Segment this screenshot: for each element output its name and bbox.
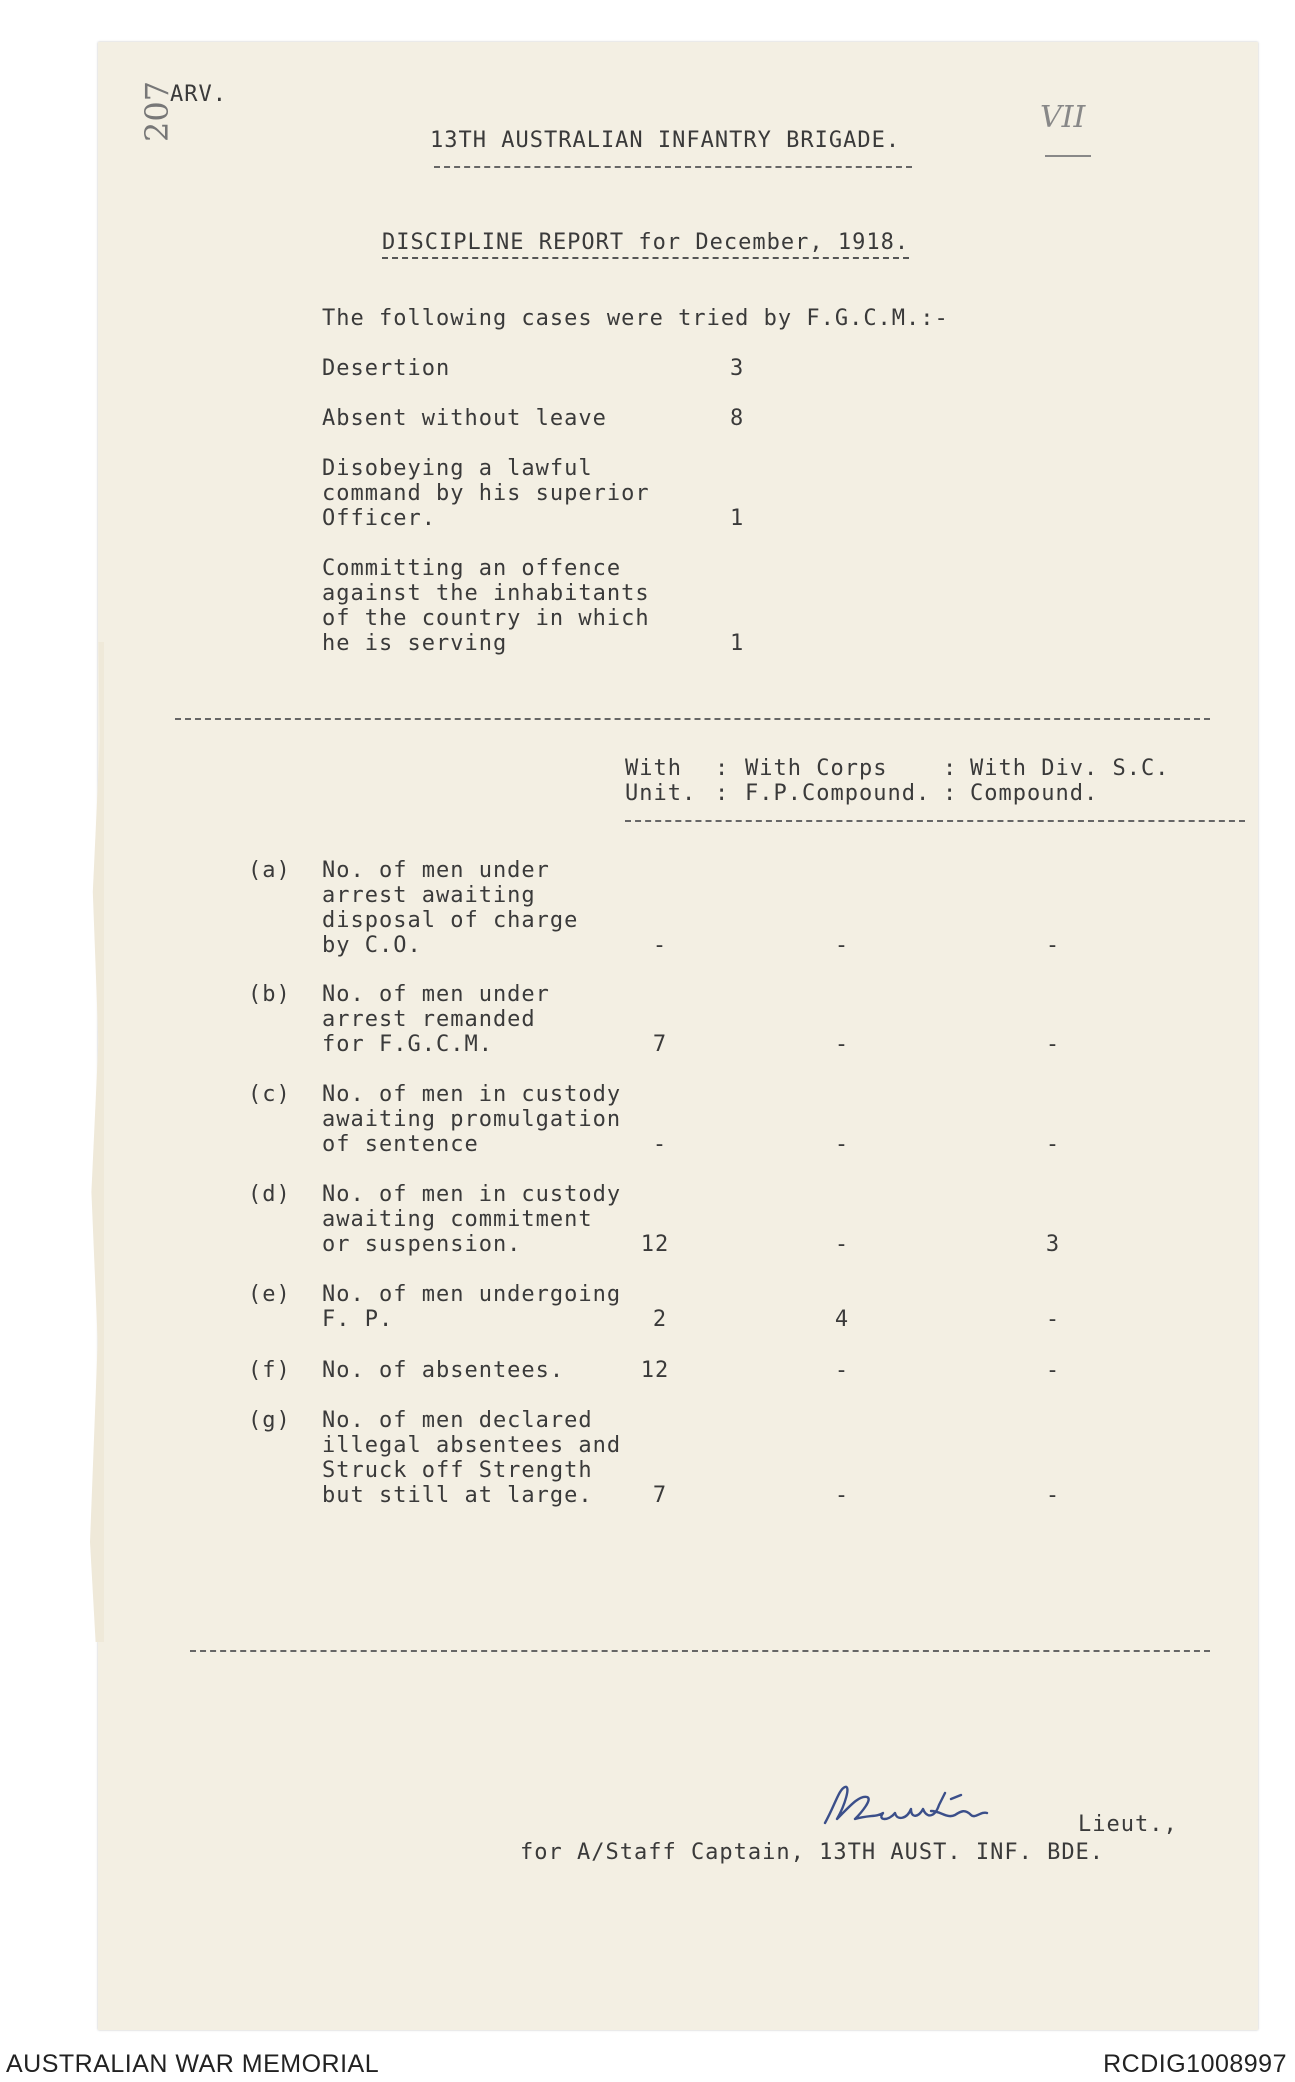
row-division-value: - [1045, 1132, 1061, 1157]
row-corps-value: 4 [834, 1307, 850, 1332]
handwritten-signature [815, 1775, 995, 1845]
row-key: (a) [248, 858, 291, 883]
reference-mark: ARV. [170, 82, 227, 107]
folio-number: 207 [138, 80, 176, 142]
section-divider [175, 718, 1210, 720]
header-underline [625, 820, 1245, 822]
case-count: 3 [730, 356, 745, 381]
signatory-line: for A/Staff Captain, 13TH AUST. INF. BDE. [520, 1840, 1105, 1865]
row-division-value: - [1045, 1483, 1061, 1508]
row-division-value: - [1045, 1032, 1061, 1057]
row-key: (g) [248, 1408, 291, 1433]
row-unit-value: 2 [652, 1307, 668, 1332]
row-unit-value: - [652, 1132, 668, 1157]
row-key: (b) [248, 982, 291, 1007]
row-division-value: 3 [1045, 1232, 1061, 1257]
column-separator: : : [943, 756, 958, 806]
row-unit-value: 7 [652, 1483, 668, 1508]
brigade-title-underline [434, 166, 912, 168]
corner-roman-numeral: VII [1040, 100, 1086, 135]
corner-underline [1045, 155, 1091, 157]
case-count: 1 [730, 631, 745, 656]
row-unit-value: 7 [652, 1032, 668, 1057]
row-corps-value: - [834, 1132, 850, 1157]
archive-credit: AUSTRALIAN WAR MEMORIAL [6, 2050, 380, 2078]
report-title: DISCIPLINE REPORT for December, 1918. [382, 230, 909, 259]
row-label: No. of men in custody awaiting commitment or suspension. [322, 1182, 622, 1257]
row-label: No. of men in custody awaiting promulgation of sentence [322, 1082, 622, 1157]
row-key: (c) [248, 1082, 291, 1107]
row-label: No. of men under arrest awaiting disposal of charge by C.O. [322, 858, 579, 958]
fgcm-intro: The following cases were tried by F.G.C.M.:- [322, 306, 949, 331]
row-key: (f) [248, 1358, 291, 1383]
column-header-division: With Div. S.C. Compound. [970, 756, 1170, 806]
case-offence: Committing an offence against the inhabitants of the country in which he is serving [322, 556, 650, 656]
row-key: (e) [248, 1282, 291, 1307]
row-unit-value: 12 [640, 1358, 670, 1383]
row-division-value: - [1045, 1307, 1061, 1332]
row-label: No. of men declared illegal absentees and Struck off Strength but still at large. [322, 1408, 622, 1508]
case-count: 8 [730, 406, 745, 431]
column-header-unit: With Unit. [625, 756, 697, 806]
column-header-corps: With Corps F.P.Compound. [745, 756, 931, 806]
row-corps-value: - [834, 933, 850, 958]
case-offence: Disobeying a lawful command by his superior Officer. [322, 456, 650, 531]
row-key: (d) [248, 1182, 291, 1207]
row-corps-value: - [834, 1032, 850, 1057]
row-division-value: - [1045, 933, 1061, 958]
case-offence: Desertion [322, 356, 451, 381]
row-label: No. of men under arrest remanded for F.G.C.M. [322, 982, 550, 1057]
archive-id: RCDIG1008997 [1103, 2050, 1287, 2078]
row-division-value: - [1045, 1358, 1061, 1383]
case-offence: Absent without leave [322, 406, 607, 431]
row-corps-value: - [834, 1358, 850, 1383]
signatory-rank: Lieut., [1078, 1812, 1178, 1837]
row-label: No. of men undergoing F. P. [322, 1282, 622, 1332]
row-unit-value: 12 [640, 1232, 670, 1257]
row-corps-value: - [834, 1232, 850, 1257]
brigade-title: 13TH AUSTRALIAN INFANTRY BRIGADE. [430, 128, 901, 153]
row-unit-value: - [652, 933, 668, 958]
row-label: No. of absentees. [322, 1358, 565, 1383]
bottom-divider [190, 1650, 1210, 1652]
column-separator: : : [715, 756, 730, 806]
row-corps-value: - [834, 1483, 850, 1508]
case-count: 1 [730, 506, 745, 531]
